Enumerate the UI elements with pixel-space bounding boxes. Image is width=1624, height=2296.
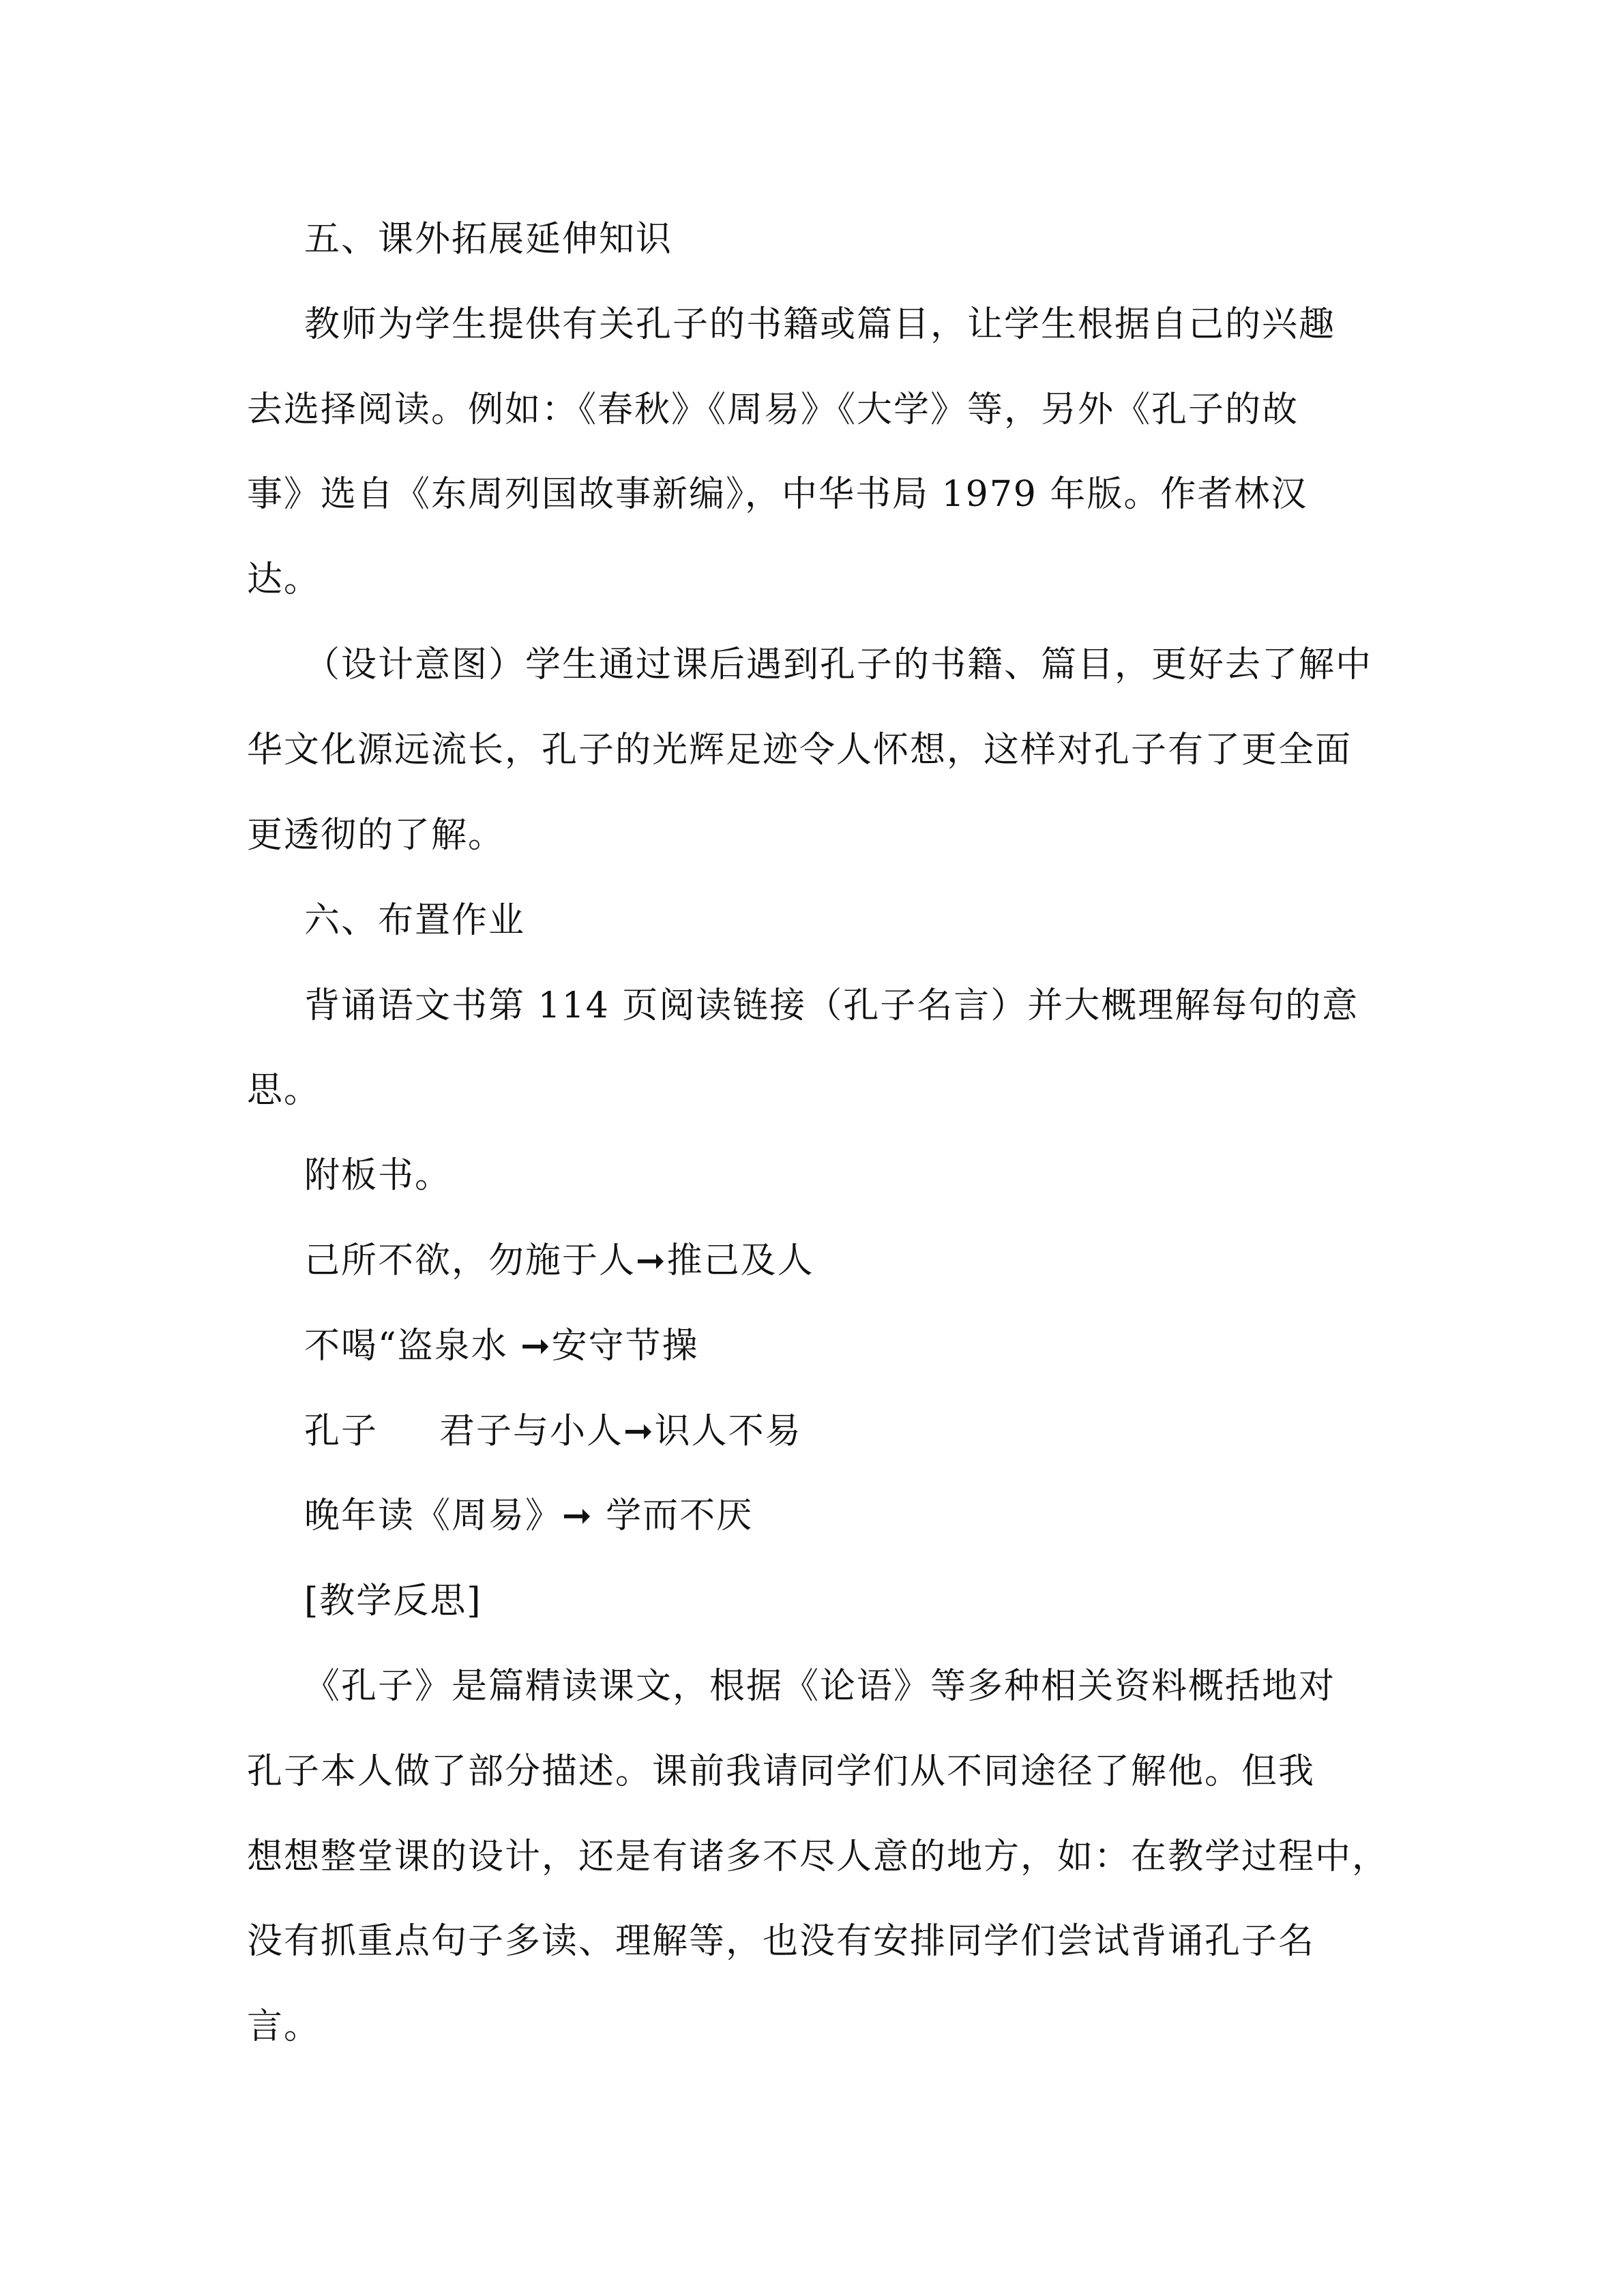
board-title: 附板书。 xyxy=(304,1155,452,1196)
design-intent-line-1: （设计意图）学生通过课后遇到孔子的书籍、篇目，更好去了解中 xyxy=(304,644,1373,685)
design-intent-line-2: 华文化源远流长，孔子的光辉足迹令人怀想，这样对孔子有了更全面 xyxy=(247,730,1353,771)
board-line-1: 己所不欲，勿施于人➞推己及人 xyxy=(304,1240,814,1281)
reflection-line-1: 《孔子》是篇精读课文，根据《论语》等多种相关资料概括地对 xyxy=(304,1666,1336,1707)
design-intent-line-3: 更透彻的了解。 xyxy=(247,815,505,856)
reflection-heading: [教学反思] xyxy=(304,1581,482,1622)
section5-heading: 五、课外拓展延伸知识 xyxy=(304,219,673,260)
board-line-3-text: 君子与小人➞识人不易 xyxy=(439,1411,802,1452)
section6-heading: 六、布置作业 xyxy=(304,900,526,941)
board-line-3 xyxy=(304,1407,1464,1455)
homework-line-2: 思。 xyxy=(247,1070,321,1111)
reflection-line-2: 孔子本人做了部分描述。课前我请同学们从不同途径了解他。但我 xyxy=(247,1751,1316,1792)
section5-para-line-4: 达。 xyxy=(247,559,321,600)
board-line-2: 不喝“盗泉水 ➞安守节操 xyxy=(304,1326,699,1367)
reflection-line-3: 想想整堂课的设计，还是有诸多不尽人意的地方，如：在教学过程中， xyxy=(247,1836,1389,1877)
reflection-line-4: 没有抓重点句子多读、理解等，也没有安排同学们尝试背诵孔子名 xyxy=(247,1921,1316,1962)
homework-line-1: 背诵语文书第 114 页阅读链接（孔子名言）并大概理解每句的意 xyxy=(304,985,1359,1026)
section5-para-line-3: 事》选自《东周列国故事新编》，中华书局 1979 年版。作者林汉 xyxy=(247,474,1308,515)
reflection-line-5: 言。 xyxy=(247,2006,321,2047)
board-line-4: 晚年读《周易》➞ 学而不厌 xyxy=(304,1495,754,1536)
section5-para-line-1: 教师为学生提供有关孔子的书籍或篇目，让学生根据自己的兴趣 xyxy=(304,304,1336,345)
section5-para-line-2: 去选择阅读。例如：《春秋》《周易》《大学》等，另外《孔子的故 xyxy=(247,389,1299,430)
board-left-label: 孔子 xyxy=(304,1411,379,1452)
